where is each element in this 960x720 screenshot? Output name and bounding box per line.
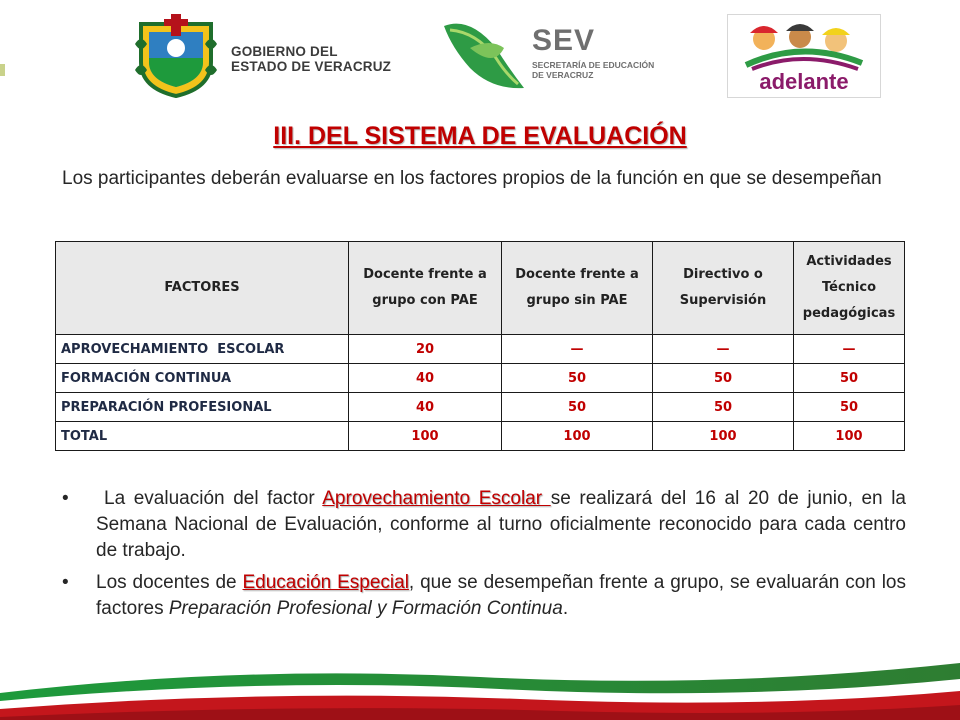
footer-decoration (0, 655, 960, 720)
table-row-total (56, 422, 905, 451)
logo-bar (0, 0, 960, 110)
header-factores: FACTORES (56, 242, 349, 335)
bullet-symbol: • (62, 572, 69, 593)
veracruz-logo-line1: GOBIERNO DEL (231, 44, 338, 59)
factors-table (55, 241, 905, 451)
factor-name: TOTAL (56, 422, 349, 451)
bullet-highlight: Educación Especial (242, 572, 409, 593)
table-cell: 50 (502, 393, 653, 422)
factor-name: PREPARACIÓN PROFESIONAL (56, 393, 349, 422)
bullet-text-after: , que se desempeñan frente a grupo, se evaluarán con los factores (96, 572, 906, 619)
veracruz-government-logo (133, 14, 433, 98)
bullet-item-educacion-especial (62, 570, 906, 622)
header-actividades: Actividades Técnico pedagógicas (794, 242, 905, 335)
table-cell: 50 (502, 364, 653, 393)
factor-name: APROVECHAMIENTO ESCOLAR (56, 335, 349, 364)
sev-logo-line1: SECRETARÍA DE EDUCACIÓN (532, 60, 655, 70)
sev-leaf-icon (440, 18, 526, 98)
left-edge-accent (0, 60, 8, 80)
intro-text: Los participantes deberán evaluarse en los factores propios de la función en que se desempeñan (62, 168, 882, 189)
bullet-text-end: . (562, 598, 569, 619)
bullet-text-before: La evaluación del factor (104, 488, 323, 509)
table-cell: 40 (349, 364, 502, 393)
veracruz-logo-text (231, 44, 431, 74)
bullet-text-after: se realizará del 16 al 20 de junio, en la Semana Nacional de Evaluación, conforme al turno oficialmente reconocido para cada centro de trabajo. (96, 488, 906, 561)
adelante-logo-word: adelante (759, 69, 849, 94)
header-directivo: Directivo o Supervisión (653, 242, 794, 335)
veracruz-shield-icon (133, 14, 219, 98)
table-cell: 20 (349, 335, 502, 364)
table-cell: 100 (349, 422, 502, 451)
table-cell: 50 (653, 364, 794, 393)
table-cell: 50 (794, 364, 905, 393)
factor-name: FORMACIÓN CONTINUA (56, 364, 349, 393)
table-cell: 50 (653, 393, 794, 422)
table-cell: — (502, 335, 653, 364)
bullet-highlight: Aprovechamiento Escolar (322, 488, 551, 509)
sev-logo-subtitle (532, 60, 692, 80)
table-cell: 50 (794, 393, 905, 422)
table-cell: — (794, 335, 905, 364)
table-header-row (56, 242, 905, 335)
bullet-italic: Preparación Profesional y Formación Continua (168, 598, 563, 619)
table-cell: 40 (349, 393, 502, 422)
sev-logo-title: SEV (532, 24, 596, 57)
header-docente-con-pae: Docente frente a grupo con PAE (349, 242, 502, 335)
table-cell: 100 (794, 422, 905, 451)
adelante-children-icon (742, 19, 866, 71)
table-row (56, 393, 905, 422)
sev-logo (440, 18, 690, 98)
adelante-logo (727, 14, 881, 98)
bullet-text-before: Los docentes de (96, 572, 243, 593)
page-title: III. DEL SISTEMA DE EVALUACIÓN (273, 122, 687, 150)
table-cell: 100 (653, 422, 794, 451)
table-cell: — (653, 335, 794, 364)
bullet-list (62, 486, 906, 628)
table-row (56, 335, 905, 364)
header-docente-sin-pae: Docente frente a grupo sin PAE (502, 242, 653, 335)
veracruz-logo-line2: ESTADO DE VERACRUZ (231, 59, 392, 74)
table-row (56, 364, 905, 393)
table-cell: 100 (502, 422, 653, 451)
bullet-symbol: • (62, 488, 69, 509)
sev-logo-line2: DE VERACRUZ (532, 70, 594, 80)
bullet-item-aprovechamiento (62, 486, 906, 564)
